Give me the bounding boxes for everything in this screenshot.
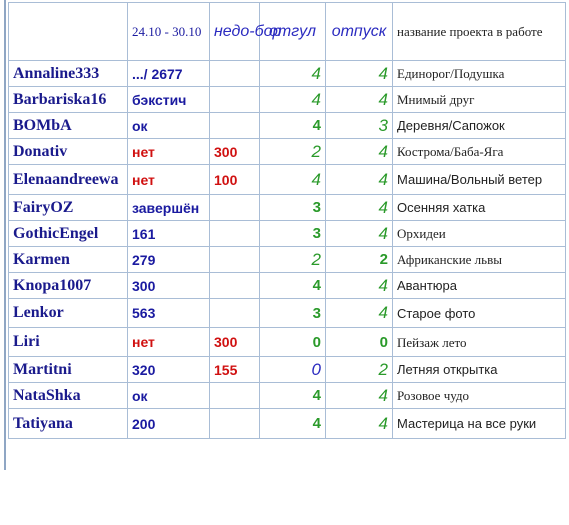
otpusk-value: 3 xyxy=(326,113,393,139)
progress-status: 320 xyxy=(128,357,210,383)
header-nedobor: недо-бор xyxy=(210,3,260,61)
project-name: Старое фото xyxy=(393,299,566,328)
nedobor-value xyxy=(210,113,260,139)
otgul-value: 4 xyxy=(260,113,326,139)
progress-status: 161 xyxy=(128,221,210,247)
nedobor-value: 300 xyxy=(210,328,260,357)
project-name: Мастерица на все руки xyxy=(393,409,566,439)
participant-name: Knopa1007 xyxy=(9,273,128,299)
progress-status: нет xyxy=(128,139,210,165)
otgul-value: 4 xyxy=(260,409,326,439)
table-row xyxy=(9,383,566,409)
otpusk-value: 4 xyxy=(326,61,393,87)
project-name: Розовое чудо xyxy=(393,383,566,409)
project-name: Мнимый друг xyxy=(393,87,566,113)
otpusk-value: 2 xyxy=(326,357,393,383)
nedobor-value xyxy=(210,195,260,221)
participant-name: BOMbA xyxy=(9,113,128,139)
spreadsheet-sheet xyxy=(4,0,566,470)
participant-name: Elenaandreewa xyxy=(9,165,128,195)
table-row xyxy=(9,165,566,195)
otgul-value: 2 xyxy=(260,247,326,273)
otgul-value: 4 xyxy=(260,273,326,299)
project-name: Кострома/Баба-Яга xyxy=(393,139,566,165)
otgul-value: 4 xyxy=(260,165,326,195)
otgul-value: 4 xyxy=(260,383,326,409)
project-name: Летняя открытка xyxy=(393,357,566,383)
otpusk-value: 4 xyxy=(326,195,393,221)
nedobor-value xyxy=(210,61,260,87)
otgul-value: 2 xyxy=(260,139,326,165)
header-dates: 24.10 - 30.10 xyxy=(128,3,210,61)
project-name: Осенняя хатка xyxy=(393,195,566,221)
nedobor-value xyxy=(210,383,260,409)
table-row xyxy=(9,113,566,139)
header-row xyxy=(9,3,566,61)
progress-status: ок xyxy=(128,113,210,139)
project-name: Деревня/Сапожок xyxy=(393,113,566,139)
otgul-value: 4 xyxy=(260,87,326,113)
participant-name: Tatiyana xyxy=(9,409,128,439)
otpusk-value: 4 xyxy=(326,273,393,299)
otpusk-value: 2 xyxy=(326,247,393,273)
participant-name: Annaline333 xyxy=(9,61,128,87)
table-row xyxy=(9,409,566,439)
table-row xyxy=(9,195,566,221)
table-row xyxy=(9,139,566,165)
table-row xyxy=(9,87,566,113)
table-row xyxy=(9,273,566,299)
table-row xyxy=(9,247,566,273)
nedobor-value xyxy=(210,409,260,439)
progress-status: 300 xyxy=(128,273,210,299)
nedobor-value xyxy=(210,299,260,328)
participant-name: FairyOZ xyxy=(9,195,128,221)
progress-status: бэкстич xyxy=(128,87,210,113)
participant-name: Karmen xyxy=(9,247,128,273)
progress-status: .../ 2677 xyxy=(128,61,210,87)
participant-name: Barbariska16 xyxy=(9,87,128,113)
participant-name: NataShka xyxy=(9,383,128,409)
header-otpusk: отпуск xyxy=(326,3,393,61)
otpusk-value: 4 xyxy=(326,87,393,113)
progress-status: 563 xyxy=(128,299,210,328)
progress-status: завершён xyxy=(128,195,210,221)
project-name: Авантюра xyxy=(393,273,566,299)
header-project: название проекта в работе xyxy=(393,3,566,61)
project-name: Единорог/Подушка xyxy=(393,61,566,87)
otpusk-value: 4 xyxy=(326,139,393,165)
table-row xyxy=(9,328,566,357)
nedobor-value: 155 xyxy=(210,357,260,383)
progress-status: ок xyxy=(128,383,210,409)
nedobor-value: 100 xyxy=(210,165,260,195)
otpusk-value: 4 xyxy=(326,299,393,328)
otpusk-value: 4 xyxy=(326,383,393,409)
participant-name: Lenkor xyxy=(9,299,128,328)
project-name: Орхидеи xyxy=(393,221,566,247)
otgul-value: 3 xyxy=(260,299,326,328)
schedule-table xyxy=(8,2,566,439)
otgul-value: 0 xyxy=(260,357,326,383)
otgul-value: 4 xyxy=(260,61,326,87)
table-row xyxy=(9,299,566,328)
progress-status: нет xyxy=(128,328,210,357)
otpusk-value: 4 xyxy=(326,165,393,195)
otgul-value: 3 xyxy=(260,221,326,247)
otpusk-value: 0 xyxy=(326,328,393,357)
otgul-value: 3 xyxy=(260,195,326,221)
table-row xyxy=(9,221,566,247)
nedobor-value: 300 xyxy=(210,139,260,165)
project-name: Пейзаж лето xyxy=(393,328,566,357)
table-row xyxy=(9,61,566,87)
table-body xyxy=(9,61,566,439)
project-name: Машина/Вольный ветер xyxy=(393,165,566,195)
header-otgul: отгул xyxy=(260,3,326,61)
progress-status: 279 xyxy=(128,247,210,273)
header-name-cell xyxy=(9,3,128,61)
otpusk-value: 4 xyxy=(326,409,393,439)
participant-name: GothicEngel xyxy=(9,221,128,247)
otgul-value: 0 xyxy=(260,328,326,357)
otpusk-value: 4 xyxy=(326,221,393,247)
project-name: Африканские львы xyxy=(393,247,566,273)
participant-name: Donativ xyxy=(9,139,128,165)
participant-name: Liri xyxy=(9,328,128,357)
nedobor-value xyxy=(210,247,260,273)
nedobor-value xyxy=(210,221,260,247)
table-row xyxy=(9,357,566,383)
progress-status: нет xyxy=(128,165,210,195)
nedobor-value xyxy=(210,87,260,113)
progress-status: 200 xyxy=(128,409,210,439)
nedobor-value xyxy=(210,273,260,299)
participant-name: Martitni xyxy=(9,357,128,383)
